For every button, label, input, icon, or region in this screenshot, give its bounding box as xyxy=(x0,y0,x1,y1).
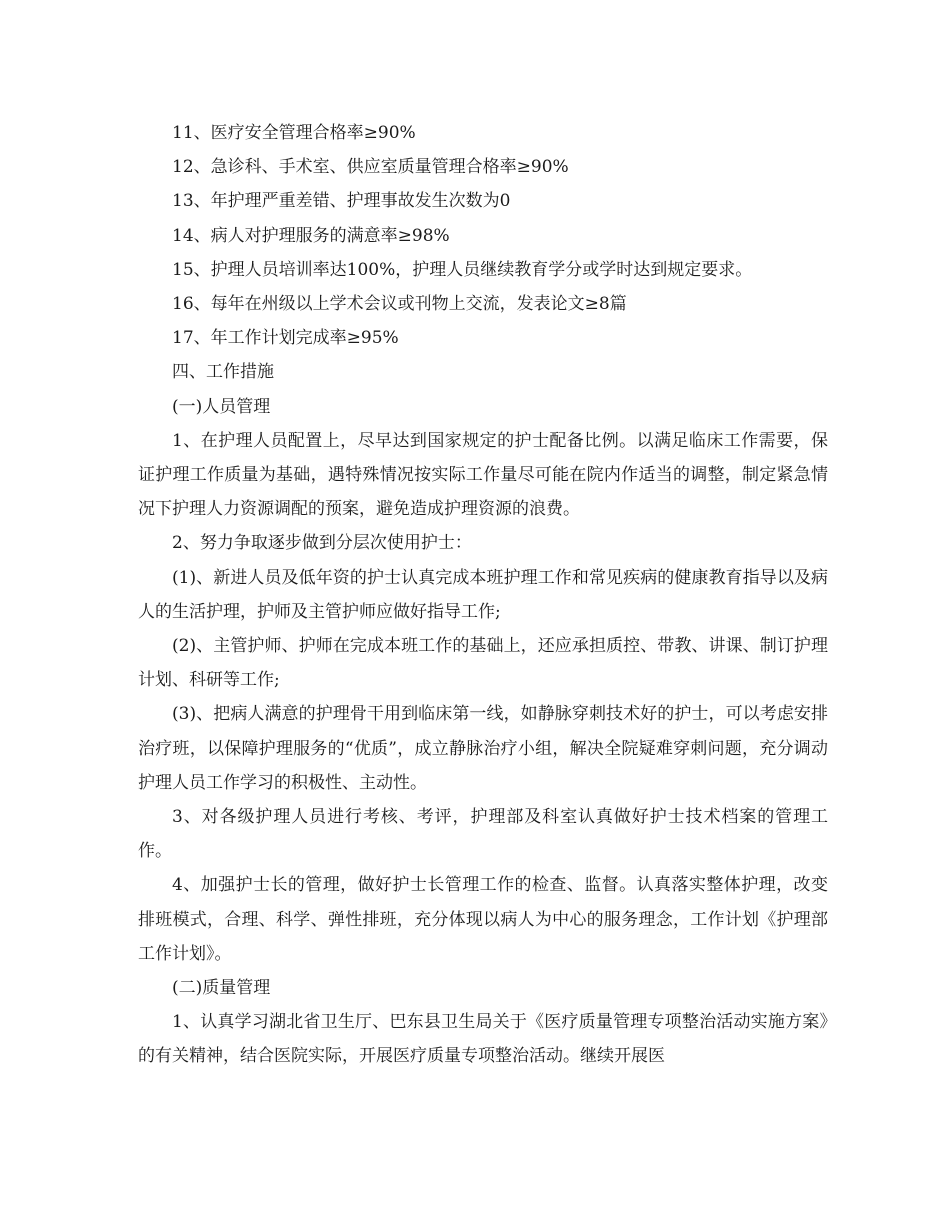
quality-paragraph-1: 1、认真学习湖北省卫生厅、巴东县卫生局关于《医疗质量管理专项整治活动实施方案》的有关精神，结合医院实际，开展医疗质量专项整治活动。继续开展医 xyxy=(138,1012,828,1067)
staff-subitem-1: (1)、新进人员及低年资的护士认真完成本班护理工作和常见疾病的健康教育指导以及病人的生活护理，护师及主管护师应做好指导工作; xyxy=(138,567,828,622)
staff-paragraph-4: 4、加强护士长的管理，做好护士长管理工作的检查、监督。认真落实整体护理，改变排班模式，合理、科学、弹性排班，充分体现以病人为中心的服务理念，工作计划《护理部工作计划》。 xyxy=(138,875,828,964)
goal-item-15: 15、护理人员培训率达100%，护理人员继续教育学分或学时达到规定要求。 xyxy=(172,259,753,280)
goal-item-11: 11、医疗安全管理合格率≥90% xyxy=(172,123,416,143)
goal-item-12: 12、急诊科、手术室、供应室质量管理合格率≥90% xyxy=(172,157,569,178)
staff-paragraph-2: 2、努力争取逐步做到分层次使用护士： xyxy=(172,533,472,554)
document-body xyxy=(138,116,828,1074)
subsection-heading-quality: (二)质量管理 xyxy=(172,978,271,999)
section-heading-measures: 四、工作措施 xyxy=(172,362,274,383)
staff-paragraph-3: 3、对各级护理人员进行考核、考评，护理部及科室认真做好护士技术档案的管理工作。 xyxy=(138,807,828,862)
goal-item-16: 16、每年在州级以上学术会议或刊物上交流，发表论文≥8篇 xyxy=(172,294,627,315)
goal-item-17: 17、年工作计划完成率≥95% xyxy=(172,328,399,349)
goal-item-14: 14、病人对护理服务的满意率≥98% xyxy=(172,225,450,246)
goal-item-13: 13、年护理严重差错、护理事故发生次数为0 xyxy=(172,191,511,212)
subsection-heading-staff: (一)人员管理 xyxy=(172,396,271,417)
staff-subitem-2: (2)、主管护师、护师在完成本班工作的基础上，还应承担质控、带教、讲课、制订护理计划、科研等工作; xyxy=(138,636,828,691)
staff-subitem-3: (3)、把病人满意的护理骨干用到临床第一线，如静脉穿刺技术好的护士，可以考虑安排治疗班，以保障护理服务的“优质”，成立静脉治疗小组，解决全院疑难穿刺问题，充分调动护理人员工作学习的积极性、主动性。 xyxy=(138,704,828,793)
staff-paragraph-1: 1、在护理人员配置上，尽早达到国家规定的护士配备比例。以满足临床工作需要，保证护理工作质量为基础，遇特殊情况按实际工作量尽可能在院内作适当的调整，制定紧急情况下护理人力资源调配的预案，避免造成护理资源的浪费。 xyxy=(138,430,828,520)
